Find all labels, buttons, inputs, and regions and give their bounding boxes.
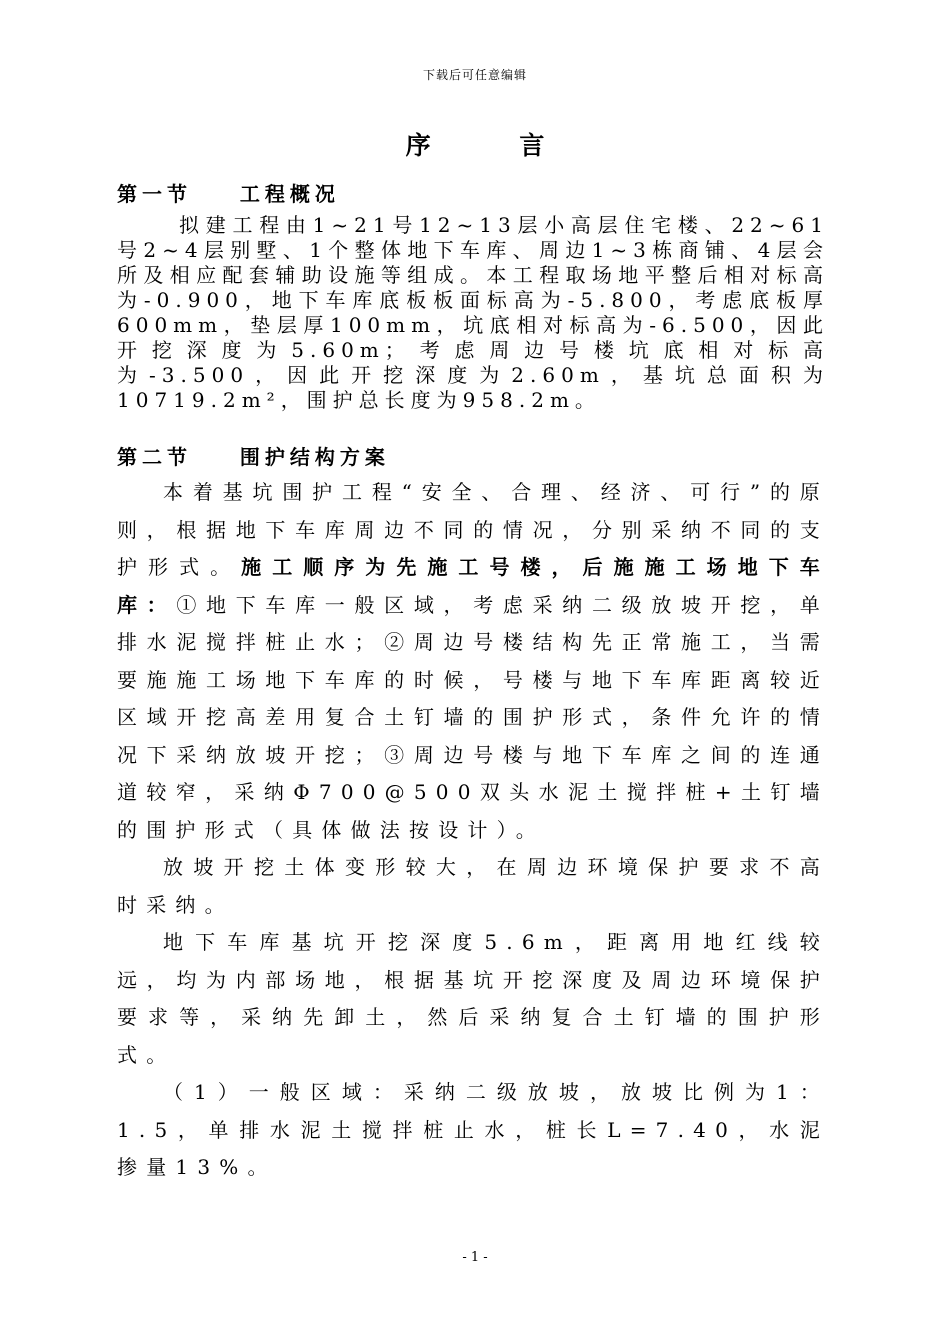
- section-body-project-overview: [117, 213, 829, 413]
- section-heading-project-overview: 第一节 工程概况: [117, 182, 340, 206]
- paragraph-principle: [117, 474, 829, 849]
- section-heading-retaining-scheme: 第二节 围护结构方案: [117, 445, 390, 469]
- paragraph-principle-detail: ①地下车库一般区域，考虑采纳二级放坡开挖，单排水泥搅拌桩止水；②周边号楼结构先正常施工，当需要施施工场地下车库的时候，号楼与地下车库距离较近区域开挖高差用复合土钉墙的围护形式，条件允许的情况下采纳放坡开挖；③周边号楼与地下车库之间的连通道较窄，采纳Φ700@500双头水泥土搅拌桩+土钉墙的围护形式（具体做法按设计）。: [117, 592, 829, 842]
- paragraph-general-area: （1）一般区域：采纳二级放坡，放坡比例为1：1.5，单排水泥土搅拌桩止水，桩长L=7.40，水泥掺量13%。: [117, 1080, 829, 1179]
- page-number: - 1 -: [462, 1250, 488, 1265]
- section-body-retaining-scheme: [117, 474, 829, 1187]
- paragraph-project-overview: 拟建工程由1~21号12~13层小高层住宅楼、22~61号2~4层别墅、1个整体地下车库、周边1~3栋商铺、4层会所及相应配套辅助设施等组成。本工程取场地平整后相对标高为-0.900，地下车库底板板面标高为-5.800，考虑底板厚600mm，垫层厚100mm，坑底相对标高为-6.500，因此开挖深度为5.60m；考虑周边号楼坑底相对标高为-3.500，因此开挖深度为2.60m，基坑总面积为10719.2m²，围护总长度为958.2m。: [117, 213, 829, 412]
- paragraph-garage-pit: 地下车库基坑开挖深度5.6m，距离用地红线较远，均为内部场地，根据基坑开挖深度及周边环境保护要求等，采纳先卸土，然后采纳复合土钉墙的围护形式。: [117, 930, 829, 1067]
- construction-sequence-emphasis: 施工顺序为先施工号楼，后施施工场地下车库：: [117, 555, 829, 617]
- paragraph-principle-intro: 本着基坑围护工程“安全、合理、经济、可行”的原则，根据地下车库周边不同的情况，分别采纳不同的支护形式。: [117, 480, 829, 579]
- document-title: 序 言: [405, 131, 585, 160]
- header-note: 下载后可任意编辑: [422, 68, 527, 82]
- paragraph-slope-note: 放坡开挖土体变形较大，在周边环境保护要求不高时采纳。: [117, 855, 829, 917]
